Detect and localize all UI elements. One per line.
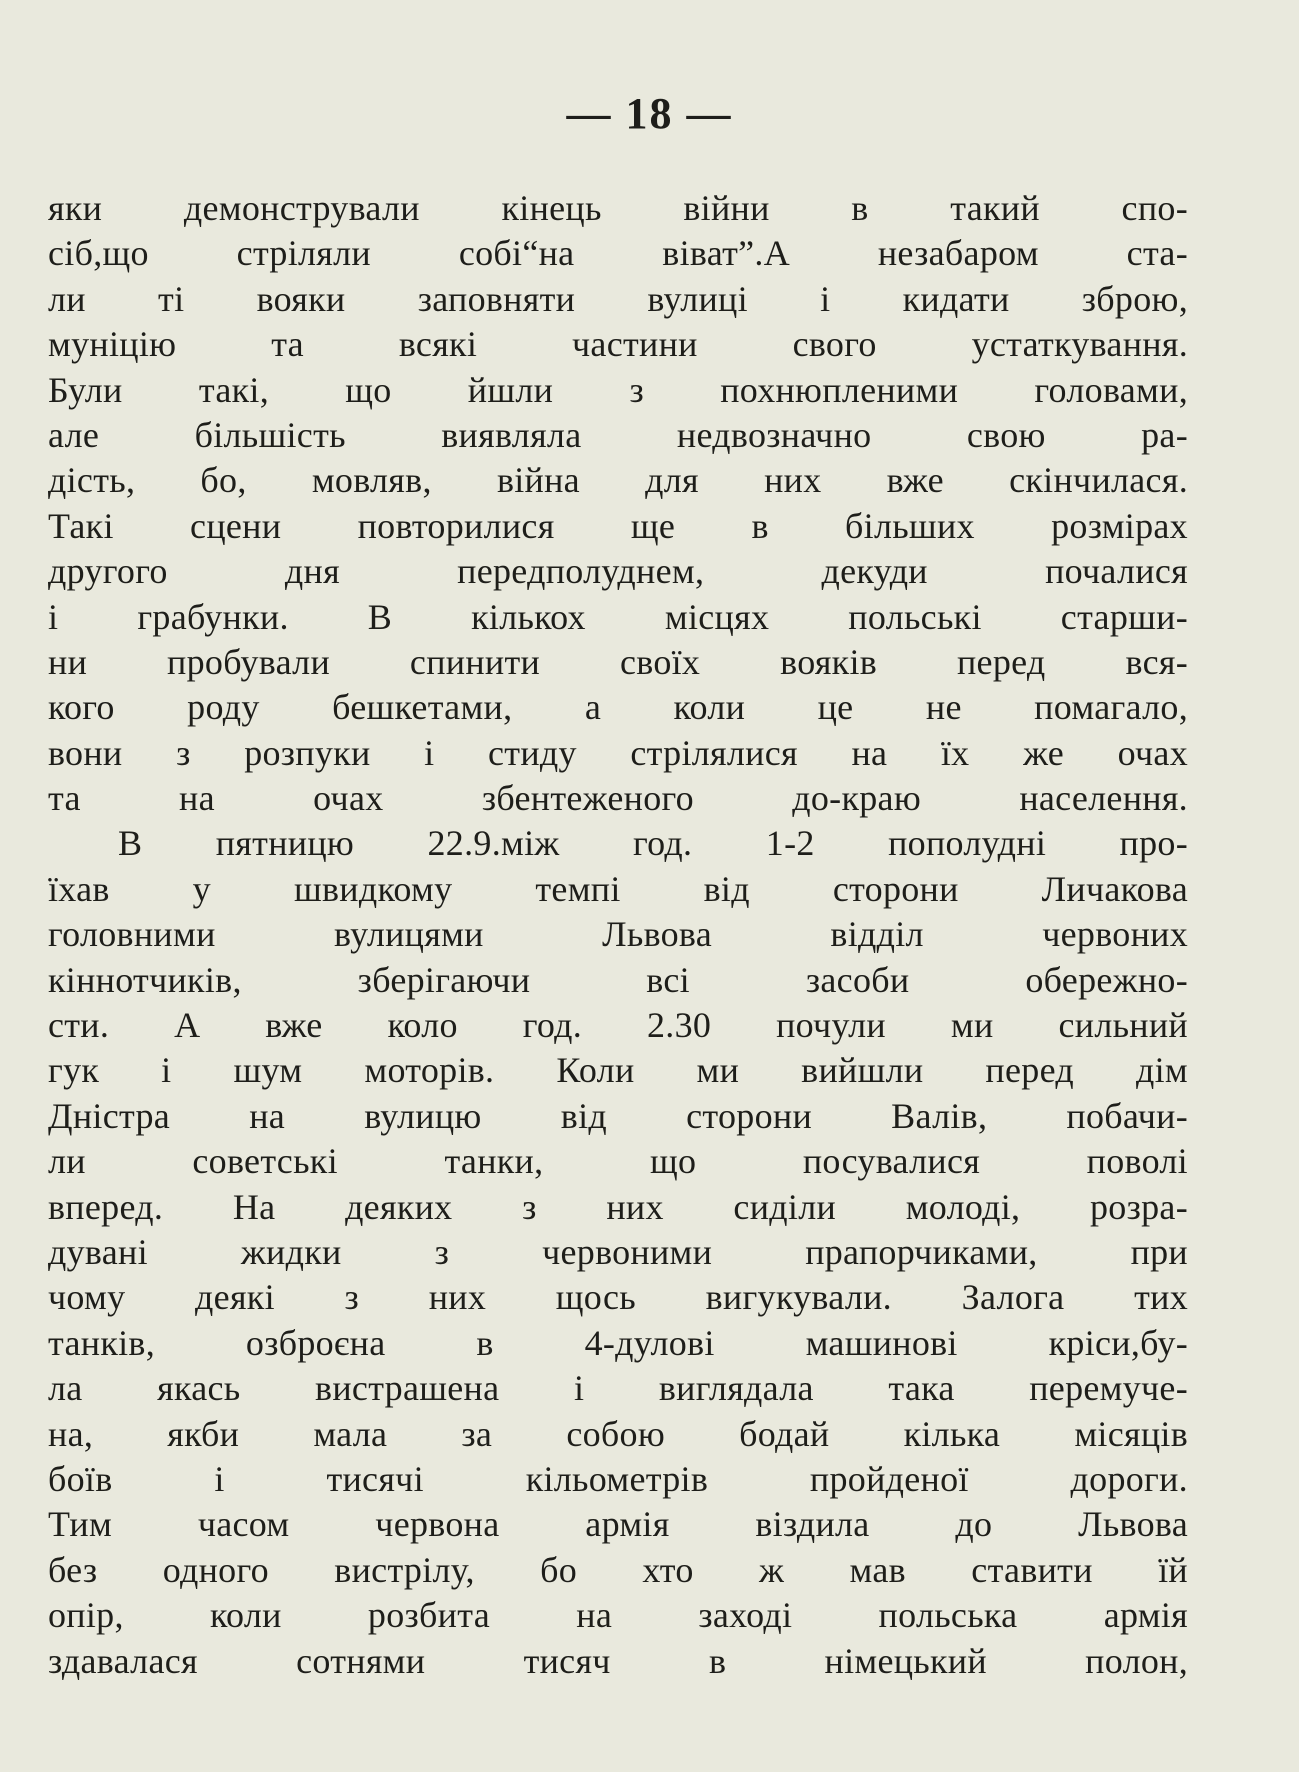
text-line: кіннотчиків, зберігаючи всі засоби обережно- <box>48 959 1188 1000</box>
text-line: без одного вистрілу, бо хто ж мав ставити їй <box>48 1549 1188 1590</box>
text-line: другого дня передполуднем, декуди почалися <box>48 551 1188 592</box>
text-line: Були такі, що йшли з похнюпленими головами, <box>48 369 1188 410</box>
text-line: вперед. На деяких з них сиділи молоді, розра- <box>48 1186 1188 1227</box>
text-line: ни пробували спинити своїх вояків перед вся- <box>48 641 1188 682</box>
text-line: вони з розпуки і стиду стрілялися на їх же очах <box>48 732 1188 773</box>
text-line: головними вулицями Львова відділ червоних <box>48 914 1188 955</box>
text-line: чому деякі з них щось вигукували. Залога тих <box>48 1277 1188 1318</box>
text-line: гук і шум моторів. Коли ми вийшли перед дім <box>48 1050 1188 1091</box>
text-line: їхав у швидкому темпі від сторони Личакова <box>48 868 1188 909</box>
text-line: боїв і тисячі кільометрів пройденої дороги. <box>48 1458 1188 1499</box>
text-line: дість, бо, мовляв, війна для них вже скінчилася. <box>48 460 1188 501</box>
text-line: муніцію та всякі частини свого устаткування. <box>48 324 1188 365</box>
text-line: танків, озброєна в 4-дулові машинові кріси,бу- <box>48 1322 1188 1363</box>
body-text <box>48 186 1188 1684</box>
text-line: опір, коли розбита на заході польська армія <box>48 1595 1188 1636</box>
text-line: на, якби мала за собою бодай кілька місяців <box>48 1413 1188 1454</box>
text-line: ла якась вистрашена і виглядала така перемуче- <box>48 1368 1188 1409</box>
page-number: — 18 — <box>566 89 733 138</box>
text-line: ли ті вояки заповняти вулиці і кидати зброю, <box>48 278 1188 319</box>
text-line: сти. А вже коло год. 2.30 почули ми сильний <box>48 1005 1188 1046</box>
text-line: дувані жидки з червоними прапорчиками, при <box>48 1231 1188 1272</box>
text-line: Тим часом червона армія віздила до Львова <box>48 1504 1188 1545</box>
text-line: і грабунки. В кількох місцях польські старши- <box>48 596 1188 637</box>
paragraph-start-line: В пятницю 22.9.між год. 1-2 пополудні про- <box>118 823 1188 864</box>
text-line: та на очах збентеженого до-краю населення. <box>48 778 1188 819</box>
text-line: кого роду бешкетами, а коли це не помагало, <box>48 687 1188 728</box>
text-line: ли советські танки, що посувалися поволі <box>48 1141 1188 1182</box>
text-line: яки демонстрували кінець війни в такий спо- <box>48 188 1188 228</box>
text-line: Дністра на вулицю від сторони Валів, побачи- <box>48 1095 1188 1136</box>
text-line: здавалася сотнями тисяч в німецький полон, <box>48 1640 1188 1681</box>
text-line: сіб,що стріляли собі“на віват”.А незабаром ста- <box>48 233 1188 274</box>
text-line: Такі сцени повторилися ще в більших розмірах <box>48 505 1188 546</box>
text-line: але більшість виявляла недвозначно свою ра- <box>48 414 1188 455</box>
